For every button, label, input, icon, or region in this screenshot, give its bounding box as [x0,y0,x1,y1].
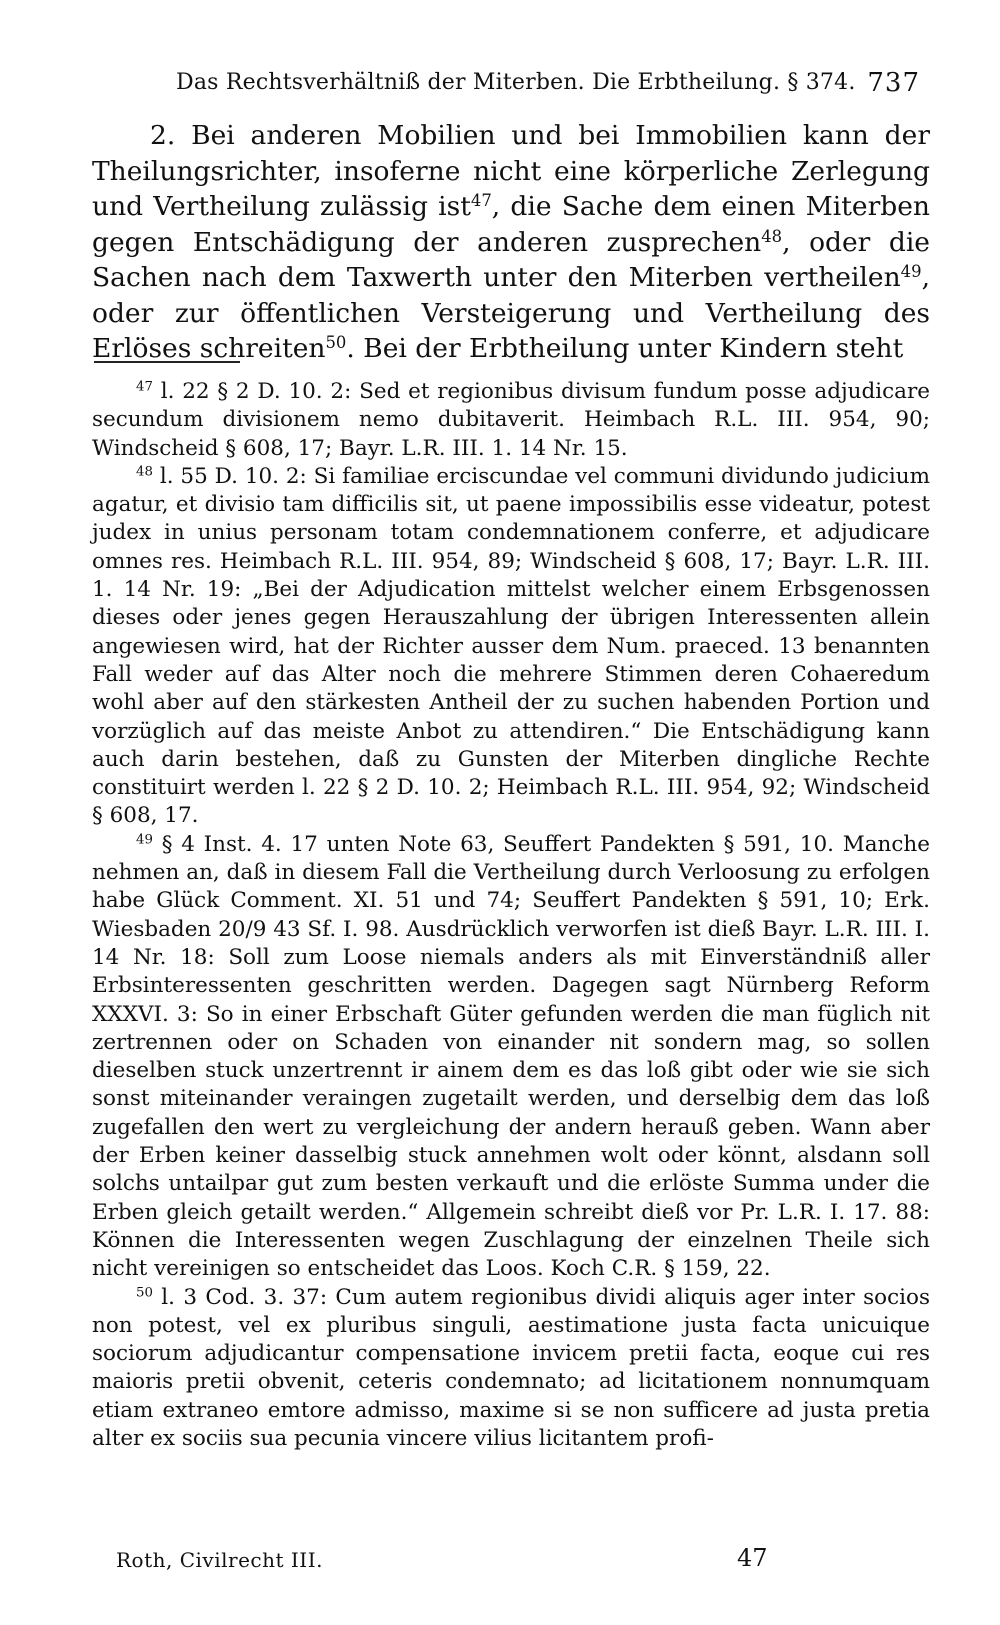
footnote-text: l. 3 Cod. 3. 37: Cum autem regionibus dividi aliquis ager inter socios non potest, vel ex pluribus singuli, aestimatione justa facta unicuique sociorum adjudicantur compensatione invicem pretii facta, eoque cui res maioris pretii obvenit, ceteris condemnato; ad licitationem nonnumquam etiam extraneo emtore admisso, maxime si se non sufficere ad justa pretia alter ex sociis sua pecunia vincere vilius licitantem profi- [92,1284,930,1451]
footnote-ref-47: 47 [470,190,492,210]
footnote-text: l. 22 § 2 D. 10. 2: Sed et regionibus divisum fundum posse adjudicare secundum divisionem nemo dubitaverit. Heimbach R.L. III. 954, 90; Windscheid § 608, 17; Bayr. L.R. III. 1. 14 Nr. 15. [92,379,930,461]
running-header [176,62,930,102]
footnote-48 [92,463,930,831]
main-text-part-2: , die Sache dem einen Miterben gegen Entschädigung der anderen zusprechen [92,191,930,258]
running-title: Das Rechtsverhältniß der Miterben. Die Erbtheilung. § 374. [176,70,856,95]
footnote-50 [92,1284,930,1454]
footnotes [92,378,930,1453]
footnote-text: l. 55 D. 10. 2: Si familiae erciscundae vel communi dividundo judicium agatur, et divisio tam difficilis sit, ut paene impossibilis esse videatur, potest judex in unius personam totam condemnationem conferre, et adjudicare omnes res. Heimbach R.L. III. 954, 89; Windscheid § 608, 17; Bayr. L.R. III. 1. 14 Nr. 19: „Bei der Adjudication mittelst welcher einem Erbsgenossen dieses oder jenes gegen Herauszahlung der übrigen Interessenten allein angewiesen wird, hat der Richter ausser dem Num. praeced. 13 benannten Fall weder auf das Alter noch die mehrere Stimmen deren Cohaeredum wohl aber auf den stärkesten Antheil der zu suchen habenden Portion und vorzüglich auf das meiste Anbot zu attendiren.“ Die Entschädigung kann auch darin bestehen, daß zu Gunsten der Miterben dingliche Rechte constituirt werden l. 22 § 2 D. 10. 2; Heimbach R.L. III. 954, 92; Windscheid § 608, 17. [92,463,930,829]
footnote-marker: 49 [136,832,153,848]
footnote-marker: 50 [136,1285,153,1301]
page-footer [92,1542,930,1582]
footnote-49 [92,831,930,1284]
footnote-separator-rule [94,361,240,363]
footnote-marker: 48 [136,464,153,480]
signature-line: Roth, Civilrecht III. [116,1548,323,1572]
footnote-47 [92,378,930,463]
sheet-number: 47 [737,1544,768,1572]
footnote-marker: 47 [136,379,153,395]
footnote-ref-48: 48 [761,226,783,246]
footnote-text: § 4 Inst. 4. 17 unten Note 63, Seuffert Pandekten § 591, 10. Manche nehmen an, daß in diesem Fall die Vertheilung durch Verloosung zu erfolgen habe Glück Comment. XI. 51 und 74; Seuffert Pandekten § 591, 10; Erk. Wiesbaden 20/9 43 Sf. I. 98. Ausdrücklich verworfen ist dieß Bayr. L.R. III. I. 14 Nr. 18: Soll zum Loose niemals anders als mit Einverständniß aller Erbsinteressenten geschritten werden. Dagegen sagt Nürnberg Reform XXXVI. 3: So in einer Erbschaft Güter gefunden werden die man füglich nit zertrennen oder on Schaden von einander nit sondern mag, so sollen dieselben stuck unzertrennt ir ainem dem es das loß gibt oder wie sie sich sonst miteinander veraingen zugetailt werden, und derselbig dem das loß zugefallen den wert zu vergleichung der andern herauß geben. Wann aber der Erben keiner dasselbig stuck annehmen wolt oder könnt, alsdann soll solchs untailpar gut zum besten verkauft und die erlöste Summa under die Erben gleich getailt werden.“ Allgemein schreibt dieß vor Pr. L.R. I. 17. 88: Können die Interessenten wegen Zuschlagung der einzelnen Theile sich nicht vereinigen so entscheidet das Loos. Koch C.R. § 159, 22. [92,831,930,1282]
footnote-ref-49: 49 [900,261,922,281]
main-text-part-4: , oder zur öffentlichen Versteigerung und Vertheilung des Erlöses schreiten [92,262,930,364]
page-number: 737 [867,68,920,98]
footnote-ref-50: 50 [325,332,347,352]
main-paragraph [92,118,930,367]
main-text-part-5: . Bei der Erbtheilung unter Kindern steht [346,333,904,364]
main-text-part-1: 2. Bei anderen Mobilien und bei Immobilien kann der Theilungsrichter, insoferne nicht eine körperliche Zerlegung und Vertheilung zulässig ist [92,120,930,222]
main-text-part-3: , oder die Sachen nach dem Taxwerth unter den Miterben vertheilen [92,226,930,293]
